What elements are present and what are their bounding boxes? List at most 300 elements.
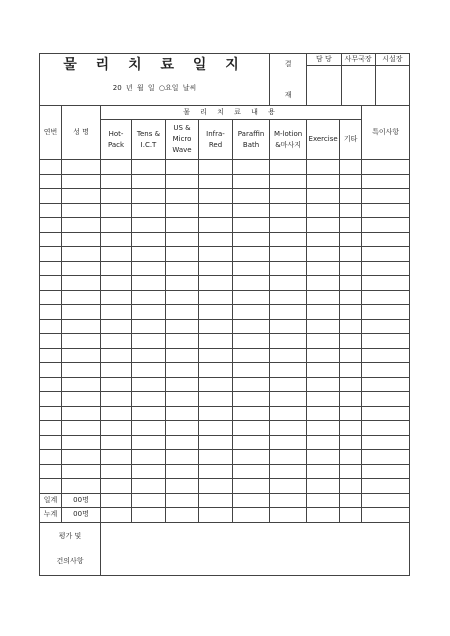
data-cell[interactable] (233, 160, 270, 175)
data-cell[interactable] (132, 450, 166, 465)
data-cell[interactable] (166, 479, 199, 494)
data-cell[interactable] (362, 377, 410, 392)
data-cell[interactable] (340, 218, 362, 233)
data-cell[interactable] (233, 479, 270, 494)
data-cell[interactable] (340, 363, 362, 378)
data-cell[interactable] (101, 276, 132, 291)
data-cell[interactable] (199, 305, 233, 320)
data-cell[interactable] (199, 232, 233, 247)
data-cell[interactable] (307, 464, 340, 479)
data-cell[interactable] (62, 421, 101, 436)
data-cell[interactable] (233, 392, 270, 407)
data-cell[interactable] (132, 377, 166, 392)
data-cell[interactable] (166, 392, 199, 407)
data-cell[interactable] (101, 348, 132, 363)
data-cell[interactable] (233, 435, 270, 450)
data-cell[interactable] (166, 218, 199, 233)
data-cell[interactable] (362, 334, 410, 349)
data-cell[interactable] (233, 450, 270, 465)
data-cell[interactable] (340, 319, 362, 334)
data-cell[interactable] (132, 334, 166, 349)
data-cell[interactable] (199, 421, 233, 436)
data-cell[interactable] (199, 276, 233, 291)
data-cell[interactable] (40, 392, 62, 407)
data-cell[interactable] (270, 464, 307, 479)
data-cell[interactable] (362, 363, 410, 378)
total-cell[interactable] (270, 508, 307, 523)
treatment-line3: Wave (172, 146, 192, 154)
data-cell[interactable] (233, 174, 270, 189)
data-cell[interactable] (40, 218, 62, 233)
treatment-line1: US & (173, 124, 191, 132)
total-cell[interactable] (199, 508, 233, 523)
data-cell[interactable] (340, 261, 362, 276)
data-cell[interactable] (166, 377, 199, 392)
data-cell[interactable] (101, 464, 132, 479)
data-cell[interactable] (40, 189, 62, 204)
data-cell[interactable] (233, 406, 270, 421)
data-cell[interactable] (362, 276, 410, 291)
data-cell[interactable] (340, 276, 362, 291)
approval-sign-table (307, 54, 409, 105)
data-cell[interactable] (166, 319, 199, 334)
data-cell[interactable] (40, 363, 62, 378)
data-cell[interactable] (233, 261, 270, 276)
total-cell[interactable] (166, 493, 199, 508)
data-cell[interactable] (132, 392, 166, 407)
data-cell[interactable] (101, 421, 132, 436)
data-cell[interactable] (362, 160, 410, 175)
data-cell[interactable] (362, 290, 410, 305)
total-cell[interactable] (132, 493, 166, 508)
data-cell[interactable] (340, 334, 362, 349)
data-cell[interactable] (40, 261, 62, 276)
data-cell[interactable] (101, 334, 132, 349)
data-cell[interactable] (307, 377, 340, 392)
data-cell[interactable] (199, 174, 233, 189)
data-cell[interactable] (307, 334, 340, 349)
data-cell[interactable] (233, 421, 270, 436)
data-cell[interactable] (270, 348, 307, 363)
data-cell[interactable] (233, 305, 270, 320)
data-cell[interactable] (307, 348, 340, 363)
data-cell[interactable] (40, 479, 62, 494)
data-cell[interactable] (101, 203, 132, 218)
data-cell[interactable] (233, 363, 270, 378)
data-cell[interactable] (62, 450, 101, 465)
data-cell[interactable] (233, 203, 270, 218)
data-cell[interactable] (340, 435, 362, 450)
data-cell[interactable] (132, 479, 166, 494)
data-cell[interactable] (166, 450, 199, 465)
data-cell[interactable] (62, 392, 101, 407)
approval-sign-manager[interactable] (307, 65, 341, 105)
data-cell[interactable] (233, 189, 270, 204)
data-cell[interactable] (307, 247, 340, 262)
data-cell[interactable] (101, 261, 132, 276)
data-cell[interactable] (270, 261, 307, 276)
data-cell[interactable] (40, 247, 62, 262)
data-cell[interactable] (307, 232, 340, 247)
data-cell[interactable] (101, 377, 132, 392)
data-cell[interactable] (62, 377, 101, 392)
data-cell[interactable] (166, 435, 199, 450)
data-cell[interactable] (270, 479, 307, 494)
data-cell[interactable] (62, 261, 101, 276)
evaluation-field[interactable] (101, 522, 410, 575)
data-cell[interactable] (340, 392, 362, 407)
data-cell[interactable] (101, 174, 132, 189)
data-cell[interactable] (362, 174, 410, 189)
total-cell[interactable] (340, 493, 362, 508)
data-cell[interactable] (132, 290, 166, 305)
data-cell[interactable] (270, 406, 307, 421)
data-cell[interactable] (270, 174, 307, 189)
data-cell[interactable] (233, 218, 270, 233)
data-cell[interactable] (132, 189, 166, 204)
data-cell[interactable] (362, 261, 410, 276)
data-cell[interactable] (62, 232, 101, 247)
data-cell[interactable] (270, 160, 307, 175)
data-cell[interactable] (101, 479, 132, 494)
total-cell[interactable] (340, 508, 362, 523)
data-cell[interactable] (40, 174, 62, 189)
data-cell[interactable] (199, 189, 233, 204)
total-cell[interactable] (362, 493, 410, 508)
data-cell[interactable] (132, 247, 166, 262)
data-cell[interactable] (307, 160, 340, 175)
total-cell[interactable] (101, 508, 132, 523)
data-cell[interactable] (199, 392, 233, 407)
data-cell[interactable] (307, 435, 340, 450)
data-cell[interactable] (340, 421, 362, 436)
data-cell[interactable] (362, 218, 410, 233)
data-cell[interactable] (199, 160, 233, 175)
total-cell[interactable] (233, 508, 270, 523)
data-cell[interactable] (132, 203, 166, 218)
table-row (40, 189, 410, 204)
data-cell[interactable] (340, 406, 362, 421)
data-cell[interactable] (40, 334, 62, 349)
data-cell[interactable] (270, 305, 307, 320)
data-cell[interactable] (101, 450, 132, 465)
data-cell[interactable] (362, 203, 410, 218)
data-cell[interactable] (362, 464, 410, 479)
data-cell[interactable] (362, 435, 410, 450)
total-cell[interactable] (101, 493, 132, 508)
data-cell[interactable] (362, 319, 410, 334)
total-value-0: 00명 (62, 493, 101, 508)
data-cell[interactable] (199, 319, 233, 334)
data-cell[interactable] (270, 218, 307, 233)
data-cell[interactable] (132, 305, 166, 320)
data-cell[interactable] (62, 218, 101, 233)
data-cell[interactable] (132, 232, 166, 247)
table-row (40, 174, 410, 189)
data-cell[interactable] (233, 319, 270, 334)
data-cell[interactable] (62, 479, 101, 494)
data-cell[interactable] (307, 218, 340, 233)
data-cell[interactable] (132, 160, 166, 175)
data-cell[interactable] (40, 435, 62, 450)
data-cell[interactable] (101, 305, 132, 320)
data-cell[interactable] (40, 348, 62, 363)
data-cell[interactable] (362, 421, 410, 436)
data-cell[interactable] (166, 363, 199, 378)
data-cell[interactable] (199, 435, 233, 450)
data-cell[interactable] (270, 450, 307, 465)
treatment-line2: Red (208, 140, 223, 149)
data-cell[interactable] (199, 247, 233, 262)
data-cell[interactable] (40, 377, 62, 392)
data-cell[interactable] (166, 247, 199, 262)
data-cell[interactable] (62, 406, 101, 421)
data-cell[interactable] (270, 203, 307, 218)
data-cell[interactable] (340, 305, 362, 320)
total-cell[interactable] (362, 508, 410, 523)
header-treatment-1 (132, 120, 166, 160)
header-content-group: 물 리 치 료 내 용 (101, 106, 362, 120)
data-cell[interactable] (40, 305, 62, 320)
data-cell[interactable] (62, 363, 101, 378)
data-cell[interactable] (62, 276, 101, 291)
table-row (40, 218, 410, 233)
data-cell[interactable] (270, 392, 307, 407)
data-cell[interactable] (307, 290, 340, 305)
data-cell[interactable] (62, 290, 101, 305)
data-cell[interactable] (166, 160, 199, 175)
data-cell[interactable] (270, 421, 307, 436)
data-cell[interactable] (101, 435, 132, 450)
data-cell[interactable] (40, 290, 62, 305)
data-cell[interactable] (340, 290, 362, 305)
data-cell[interactable] (340, 377, 362, 392)
data-cell[interactable] (166, 203, 199, 218)
data-cell[interactable] (362, 348, 410, 363)
table-row (40, 290, 410, 305)
data-cell[interactable] (307, 479, 340, 494)
data-cell[interactable] (132, 276, 166, 291)
data-cell[interactable] (233, 464, 270, 479)
data-cell[interactable] (166, 464, 199, 479)
data-cell[interactable] (199, 479, 233, 494)
data-cell[interactable] (362, 392, 410, 407)
data-cell[interactable] (199, 464, 233, 479)
data-cell[interactable] (62, 435, 101, 450)
data-cell[interactable] (340, 160, 362, 175)
total-cell[interactable] (307, 508, 340, 523)
data-cell[interactable] (132, 261, 166, 276)
data-cell[interactable] (132, 174, 166, 189)
data-cell[interactable] (233, 247, 270, 262)
data-cell[interactable] (166, 406, 199, 421)
data-cell[interactable] (307, 174, 340, 189)
data-cell[interactable] (307, 305, 340, 320)
header-treatment-5 (270, 120, 307, 160)
table-row (40, 406, 410, 421)
data-cell[interactable] (340, 203, 362, 218)
data-cell[interactable] (362, 189, 410, 204)
data-cell[interactable] (199, 450, 233, 465)
table-row (40, 421, 410, 436)
data-cell[interactable] (166, 334, 199, 349)
data-cell[interactable] (40, 160, 62, 175)
data-cell[interactable] (270, 247, 307, 262)
data-cell[interactable] (362, 450, 410, 465)
data-cell[interactable] (270, 232, 307, 247)
data-cell[interactable] (166, 174, 199, 189)
data-cell[interactable] (199, 377, 233, 392)
data-cell[interactable] (199, 406, 233, 421)
data-cell[interactable] (166, 232, 199, 247)
data-cell[interactable] (199, 348, 233, 363)
data-cell[interactable] (307, 450, 340, 465)
data-cell[interactable] (40, 450, 62, 465)
data-cell[interactable] (307, 406, 340, 421)
data-cell[interactable] (270, 290, 307, 305)
data-cell[interactable] (233, 334, 270, 349)
data-cell[interactable] (233, 232, 270, 247)
data-cell[interactable] (166, 421, 199, 436)
data-cell[interactable] (270, 189, 307, 204)
data-cell[interactable] (233, 276, 270, 291)
data-cell[interactable] (199, 203, 233, 218)
data-cell[interactable] (40, 319, 62, 334)
data-cell[interactable] (362, 232, 410, 247)
data-cell[interactable] (132, 348, 166, 363)
data-cell[interactable] (307, 203, 340, 218)
data-cell[interactable] (62, 305, 101, 320)
total-cell[interactable] (233, 493, 270, 508)
data-cell[interactable] (340, 247, 362, 262)
data-cell[interactable] (166, 348, 199, 363)
data-cell[interactable] (233, 290, 270, 305)
treatment-line1: 기타 (343, 135, 358, 143)
data-cell[interactable] (101, 160, 132, 175)
data-cell[interactable] (101, 392, 132, 407)
data-cell[interactable] (270, 363, 307, 378)
data-cell[interactable] (132, 218, 166, 233)
data-cell[interactable] (62, 319, 101, 334)
data-cell[interactable] (270, 319, 307, 334)
data-cell[interactable] (101, 319, 132, 334)
data-cell[interactable] (362, 305, 410, 320)
data-cell[interactable] (40, 421, 62, 436)
header-treatment-2 (166, 120, 199, 160)
data-cell[interactable] (101, 290, 132, 305)
treatment-line1: M-lotion (273, 129, 303, 138)
data-cell[interactable] (40, 464, 62, 479)
data-cell[interactable] (101, 218, 132, 233)
data-cell[interactable] (199, 290, 233, 305)
data-cell[interactable] (270, 435, 307, 450)
data-cell[interactable] (199, 261, 233, 276)
data-cell[interactable] (233, 348, 270, 363)
total-cell[interactable] (307, 493, 340, 508)
data-cell[interactable] (307, 189, 340, 204)
total-cell[interactable] (199, 493, 233, 508)
data-cell[interactable] (101, 363, 132, 378)
total-cell[interactable] (270, 493, 307, 508)
data-cell[interactable] (307, 392, 340, 407)
data-cell[interactable] (132, 363, 166, 378)
data-cell[interactable] (62, 247, 101, 262)
data-cell[interactable] (270, 276, 307, 291)
data-cell[interactable] (270, 377, 307, 392)
data-cell[interactable] (132, 406, 166, 421)
data-cell[interactable] (233, 377, 270, 392)
data-cell[interactable] (340, 450, 362, 465)
data-cell[interactable] (199, 218, 233, 233)
table-row (40, 392, 410, 407)
data-cell[interactable] (166, 276, 199, 291)
data-cell[interactable] (199, 334, 233, 349)
data-cell[interactable] (340, 348, 362, 363)
data-cell[interactable] (340, 464, 362, 479)
data-cell[interactable] (340, 232, 362, 247)
data-cell[interactable] (62, 334, 101, 349)
treatment-line2: Bath (242, 140, 260, 149)
data-cell[interactable] (362, 247, 410, 262)
data-cell[interactable] (40, 232, 62, 247)
title-cell (40, 54, 270, 106)
data-cell[interactable] (101, 406, 132, 421)
data-cell[interactable] (101, 232, 132, 247)
data-cell[interactable] (40, 203, 62, 218)
data-cell[interactable] (62, 464, 101, 479)
table-row (40, 261, 410, 276)
treatment-line2: Pack (107, 140, 125, 149)
data-cell[interactable] (166, 261, 199, 276)
data-cell[interactable] (101, 189, 132, 204)
data-cell[interactable] (62, 160, 101, 175)
data-cell[interactable] (199, 363, 233, 378)
data-cell[interactable] (340, 479, 362, 494)
data-cell[interactable] (62, 189, 101, 204)
treatment-line1: Exercise (308, 135, 338, 143)
data-cell[interactable] (62, 203, 101, 218)
data-cell[interactable] (132, 319, 166, 334)
data-cell[interactable] (307, 421, 340, 436)
physical-therapy-log-table (39, 53, 410, 576)
data-cell[interactable] (307, 363, 340, 378)
approval-sign-secretary-general[interactable] (341, 65, 375, 105)
table-row (40, 305, 410, 320)
data-cell[interactable] (270, 334, 307, 349)
total-cell[interactable] (166, 508, 199, 523)
data-cell[interactable] (40, 406, 62, 421)
data-cell[interactable] (62, 348, 101, 363)
data-cell[interactable] (132, 435, 166, 450)
data-cell[interactable] (62, 174, 101, 189)
approval-sign-director[interactable] (375, 65, 409, 105)
data-cell[interactable] (307, 276, 340, 291)
data-cell[interactable] (340, 174, 362, 189)
data-cell[interactable] (307, 319, 340, 334)
total-cell[interactable] (132, 508, 166, 523)
data-cell[interactable] (166, 189, 199, 204)
data-cell[interactable] (40, 276, 62, 291)
data-cell[interactable] (362, 406, 410, 421)
data-cell[interactable] (166, 305, 199, 320)
data-cell[interactable] (307, 261, 340, 276)
data-cell[interactable] (132, 464, 166, 479)
data-cell[interactable] (340, 189, 362, 204)
data-cell[interactable] (362, 479, 410, 494)
data-cell[interactable] (132, 421, 166, 436)
data-cell[interactable] (166, 290, 199, 305)
data-cell[interactable] (101, 247, 132, 262)
